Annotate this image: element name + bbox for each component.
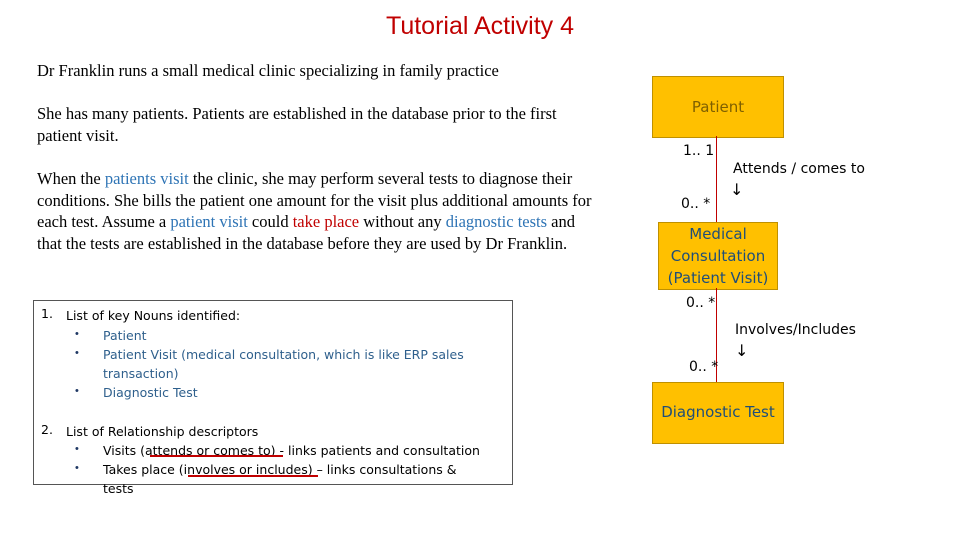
list-sub-patient-visit-cont: transaction) <box>103 366 179 381</box>
bullet-icon: • <box>75 347 79 359</box>
list-sub-takes-place-cont: tests <box>103 481 134 496</box>
p3-take-place: take place <box>292 212 360 231</box>
multiplicity-test: 0.. * <box>689 359 719 375</box>
entity-consult-line-1: Medical <box>689 225 747 243</box>
p3-diagnostic-tests: diagnostic tests <box>445 212 548 231</box>
entity-consult-line-2: Consultation <box>670 247 766 265</box>
underline-attends <box>150 455 283 457</box>
bullet-icon: • <box>75 385 79 397</box>
relationship-label-involves: Involves/Includes <box>735 322 856 338</box>
list-item-1-label: List of key Nouns identified: <box>66 308 241 323</box>
multiplicity-patient: 1.. 1 <box>683 143 715 159</box>
multiplicity-consultation-top: 0.. * <box>681 196 711 212</box>
list-item-1-number: 1. <box>41 306 53 321</box>
intro-line-1: Dr Franklin runs a small medical clinic specializing in family practice <box>37 61 499 80</box>
entity-patient: Patient <box>652 76 784 138</box>
page-title: Tutorial Activity 4 <box>385 12 575 40</box>
bullet-icon: • <box>75 443 79 455</box>
bullet-icon: • <box>75 328 79 340</box>
relationship-line-1 <box>716 136 717 222</box>
intro-line-2: She has many patients. Patients are established in the database prior to the first patient visit. <box>37 104 557 145</box>
bullet-icon: • <box>75 462 79 474</box>
intro-paragraph-3 <box>37 168 597 254</box>
entity-medical-consultation <box>658 222 778 290</box>
entity-consult-line-3: (Patient Visit) <box>667 269 769 287</box>
list-sub-patient: Patient <box>103 328 147 343</box>
arrow-down-icon: ↓ <box>735 341 749 360</box>
relationship-label-attends: Attends / comes to <box>733 161 865 177</box>
p3-text-d: without any <box>359 212 446 231</box>
list-sub-patient-visit: Patient Visit (medical consultation, which is like ERP sales <box>103 347 464 362</box>
arrow-down-icon: ↓ <box>730 180 744 199</box>
p3-text-c: could <box>247 212 293 231</box>
underline-involves <box>188 475 318 477</box>
multiplicity-consultation-bottom: 0.. * <box>686 295 716 311</box>
p3-patient-visit: patient visit <box>170 212 248 231</box>
list-sub-visits: Visits (attends or comes to) - links patients and consultation <box>103 443 480 458</box>
p3-patients-visit: patients visit <box>104 169 189 188</box>
list-sub-diagnostic-test: Diagnostic Test <box>103 385 198 400</box>
entity-diagnostic-test: Diagnostic Test <box>652 382 784 444</box>
p3-text-b: the clinic, she may perform several tests to diagnose their conditions. She bills the patient one amount for the visit plus additional amounts for each test. Assume a <box>37 169 592 231</box>
list-sub-takes-place: Takes place (involves or includes) – links consultations & <box>103 462 457 477</box>
list-item-2-number: 2. <box>41 422 53 437</box>
list-item-2-label: List of Relationship descriptors <box>66 424 259 439</box>
p3-text-e: and that the tests are established in the database before they are used by Dr Franklin. <box>37 212 575 253</box>
p3-text-a: When the <box>37 169 105 188</box>
